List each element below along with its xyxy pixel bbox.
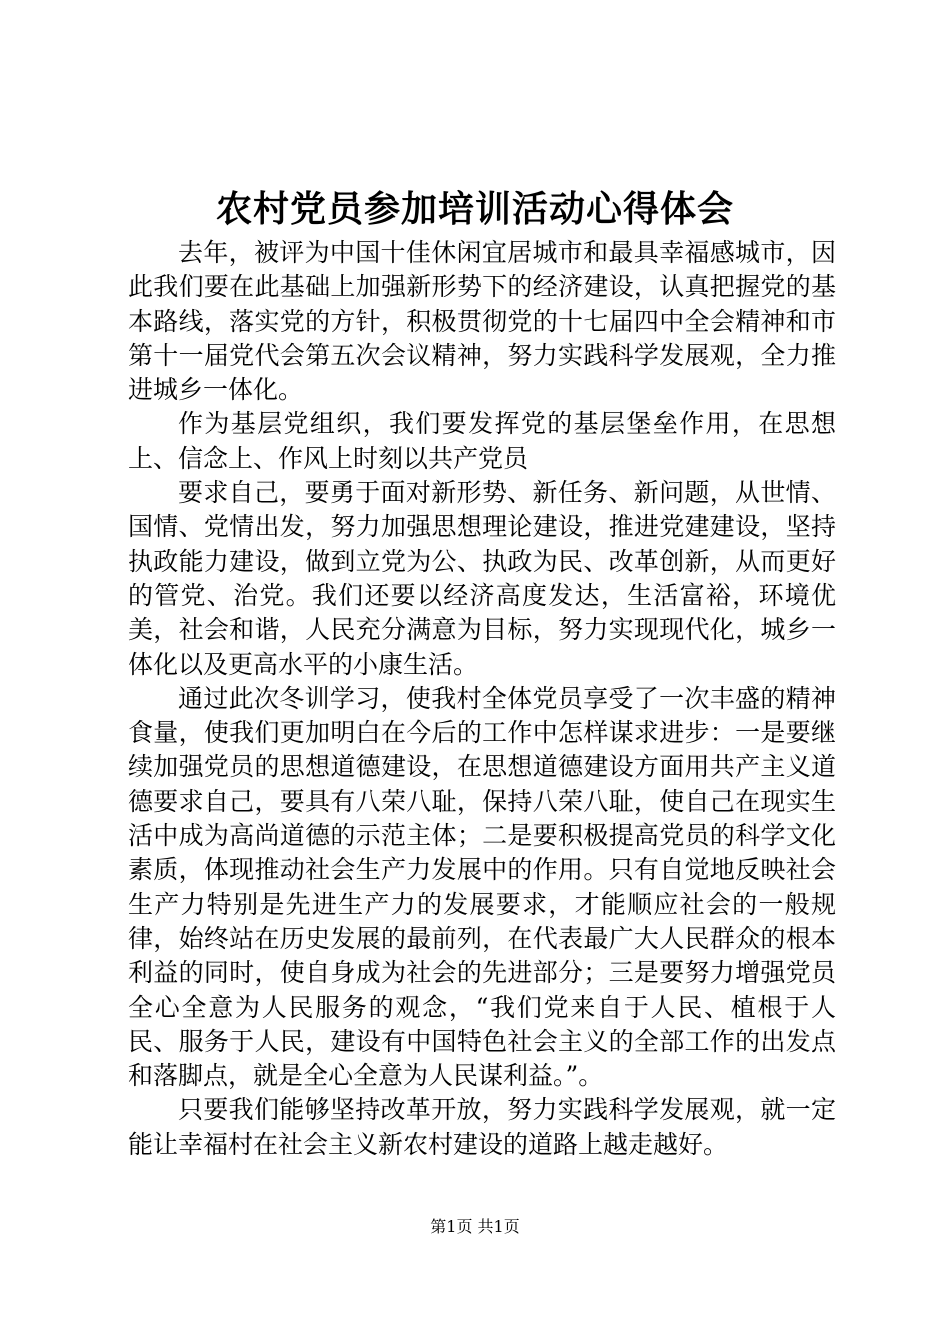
paragraph-1: 去年，被评为中国十佳休闲宜居城市和最具幸福感城市，因此我们要在此基础上加强新形势下的经济建设，认真把握党的基本路线，落实党的方针，积极贯彻党的十七届四中全会精神和市第十一届党代会第五次会议精神，努力实践科学发展观，全力推进城乡一体化。 — [128, 238, 836, 405]
paragraph-4: 通过此次冬训学习，使我村全体党员享受了一次丰盛的精神食量，使我们更加明白在今后的工作中怎样谋求进步：一是要继续加强党员的思想道德建设，在思想道德建设方面用共产主义道德要求自己，要具有八荣八耻，保持八荣八耻，使自己在现实生活中成为高尚道德的示范主体；二是要积极提高党员的科学文化素质，体现推动社会生产力发展中的作用。只有自觉地反映社会生产力特别是先进生产力的发展要求，才能顺应社会的一般规律，始终站在历史发展的最前列，在代表最广大人民群众的根本利益的同时，使自身成为社会的先进部分；三是要努力增强党员全心全意为人民服务的观念，“我们党来自于人民、植根于人民、服务于人民，建设有中国特色社会主义的全部工作的出发点和落脚点，就是全心全意为人民谋利益。”。 — [128, 683, 836, 1091]
paragraph-3: 要求自己，要勇于面对新形势、新任务、新问题，从世情、国情、党情出发，努力加强思想理论建设，推进党建建设，坚持执政能力建设，做到立党为公、执政为民、改革创新，从而更好的管党、治党。我们还要以经济高度发达，生活富裕，环境优美，社会和谐，人民充分满意为目标，努力实现现代化，城乡一体化以及更高水平的小康生活。 — [128, 478, 836, 679]
document-title: 农村党员参加培训活动心得体会 — [215, 188, 734, 230]
paragraph-5: 只要我们能够坚持改革开放，努力实践科学发展观，就一定能让幸福村在社会主义新农村建设的道路上越走越好。 — [128, 1095, 836, 1159]
page-number-footer: 第1页 共1页 — [430, 1217, 520, 1236]
paragraph-2: 作为基层党组织，我们要发挥党的基层堡垒作用，在思想上、信念上、作风上时刻以共产党员 — [128, 409, 836, 473]
document-body — [128, 236, 836, 1162]
